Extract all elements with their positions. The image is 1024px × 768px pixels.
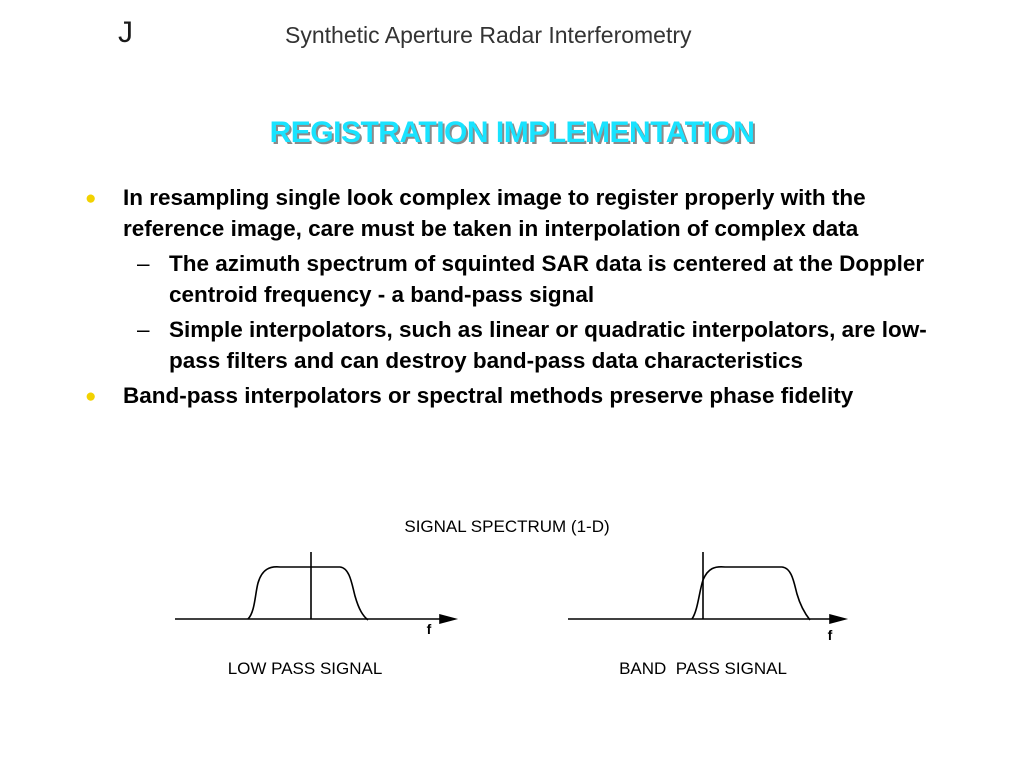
bullet-item [85,380,953,411]
spectrum-diagram [0,508,1024,698]
band-pass-spectrum-curve [692,567,810,620]
axis-label: f [426,621,432,637]
axis-arrow-icon [440,615,455,623]
band-pass-plot [568,552,845,623]
sub-bullet-text: The azimuth spectrum of squinted SAR data is centered at the Doppler centroid frequency - a band-pass signal [169,251,925,307]
slide-title: REGISTRATION IMPLEMENTATION [269,116,755,149]
low-pass-spectrum-curve [248,567,368,620]
dash-icon: – [137,317,150,342]
bullet-text: In resampling single look complex image to register properly with the reference image, care must be taken in interpolation of complex data [123,185,866,241]
axis-label: f [827,627,833,643]
bullet-icon: ● [85,188,97,209]
bullet-text: Band-pass interpolators or spectral methods preserve phase fidelity [123,383,854,408]
figure-title: SIGNAL SPECTRUM (1-D) [404,517,610,536]
axis-arrow-icon [830,615,845,623]
sub-bullet-item [137,248,969,310]
bullet-list [0,182,1024,415]
header-title: Synthetic Aperture Radar Interferometry [285,22,692,48]
logo: J [118,16,133,49]
low-pass-plot [175,552,455,623]
band-pass-label: BAND PASS SIGNAL [619,659,787,678]
bullet-icon: ● [85,386,97,407]
sub-bullet-item [137,314,969,376]
low-pass-label: LOW PASS SIGNAL [227,659,383,678]
dash-icon: – [137,251,150,276]
bullet-item [85,182,953,244]
sub-bullet-text: Simple interpolators, such as linear or quadratic interpolators, are low-pass filters and can destroy band-pass data characteristics [169,317,927,373]
